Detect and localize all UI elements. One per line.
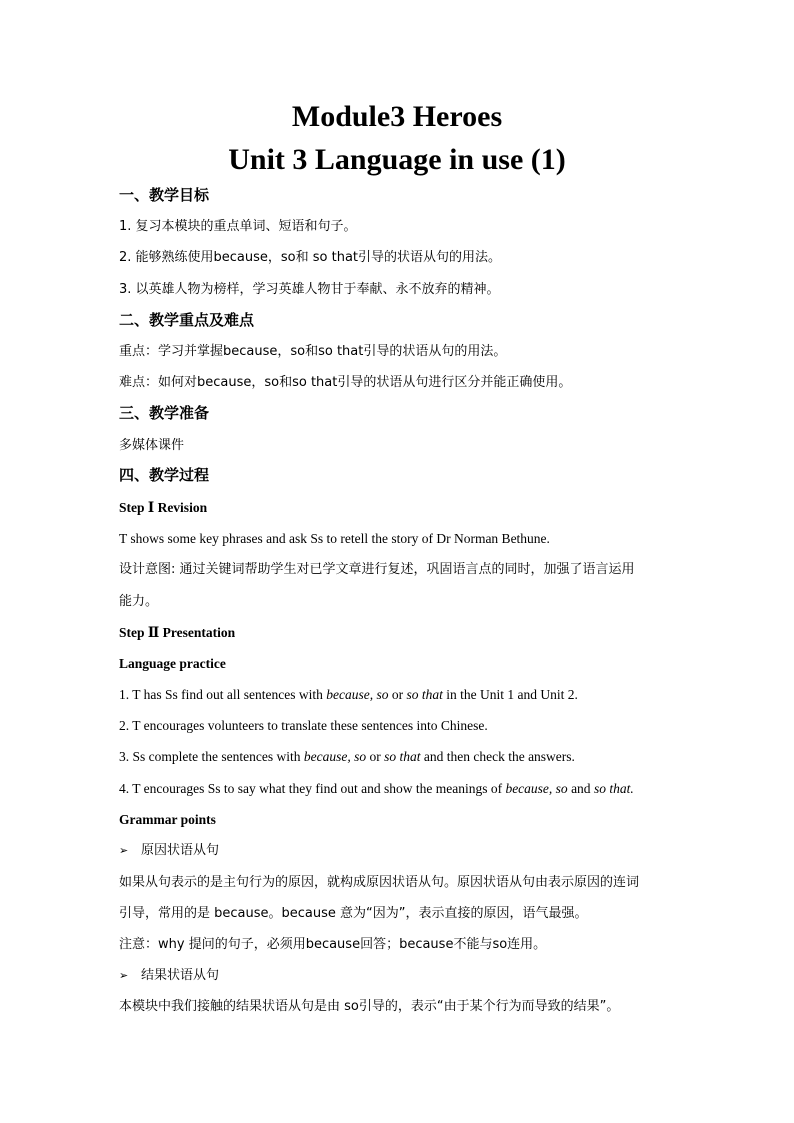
result-clause-title: 结果状语从句 <box>141 968 220 983</box>
arrow-bullet-icon: ➢ <box>119 844 129 857</box>
cause-clause-bullet <box>119 842 219 860</box>
cause-clause-text-cont: 引导，常用的是 because。because 意为“因为”，表示直接的原因，语气最强。 <box>119 906 588 921</box>
practice-item-4: 4. T encourages Ss to say what they find out and show the meanings of because, so and so that. <box>119 781 634 796</box>
practice-item-3: 3. Ss complete the sentences with because, so or so that and then check the answers. <box>119 749 575 764</box>
result-clause-bullet <box>119 967 219 985</box>
key-difficulty: 难点：如何对because，so和so that引导的状语从句进行区分并能正确使用。 <box>119 375 572 390</box>
step2-title: Step Ⅱ Presentation <box>119 625 236 640</box>
process-heading: 四、教学过程 <box>119 466 210 484</box>
step1-title: Step Ⅰ Revision <box>119 500 208 515</box>
cause-clause-note: 注意：why 提问的句子，必须用because回答；because不能与so连用。 <box>119 937 547 952</box>
result-clause-text: 本模块中我们接触的结果状语从句是由 so引导的，表示“由于某个行为而导致的结果”。 <box>119 999 620 1014</box>
step1-text: T shows some key phrases and ask Ss to retell the story of Dr Norman Bethune. <box>119 531 550 546</box>
objective-item: 1. 复习本模块的重点单词、短语和句子。 <box>119 219 357 234</box>
cause-clause-title: 原因状语从句 <box>141 843 220 858</box>
module-title: Module3 Heroes <box>291 100 503 133</box>
key-focus: 重点：学习并掌握because，so和so that引导的状语从句的用法。 <box>119 344 507 359</box>
arrow-bullet-icon: ➢ <box>119 969 129 982</box>
practice-item-1: 1. T has Ss find out all sentences with because, so or so that in the Unit 1 and Unit 2. <box>119 687 578 702</box>
practice-item-2: 2. T encourages volunteers to translate these sentences into Chinese. <box>119 718 488 733</box>
unit-title: Unit 3 Language in use (1) <box>228 143 566 176</box>
grammar-points-heading: Grammar points <box>119 812 216 827</box>
preparation-heading: 三、教学准备 <box>119 404 210 422</box>
preparation-content: 多媒体课件 <box>119 438 185 453</box>
objectives-heading: 一、教学目标 <box>119 186 210 204</box>
language-practice-heading: Language practice <box>119 656 226 671</box>
objective-item: 2. 能够熟练使用because，so和 so that引导的状语从句的用法。 <box>119 250 502 265</box>
step1-design-intent: 设计意图: 通过关键词帮助学生对已学文章进行复述，巩固语言点的同时，加强了语言运用 <box>119 562 635 577</box>
step1-design-intent-cont: 能力。 <box>119 594 159 609</box>
cause-clause-text: 如果从句表示的是主句行为的原因，就构成原因状语从句。原因状语从句由表示原因的连词 <box>119 875 640 890</box>
keypoints-heading: 二、教学重点及难点 <box>119 311 255 329</box>
objective-item: 3. 以英雄人物为榜样，学习英雄人物甘于奉献、永不放弃的精神。 <box>119 282 500 297</box>
